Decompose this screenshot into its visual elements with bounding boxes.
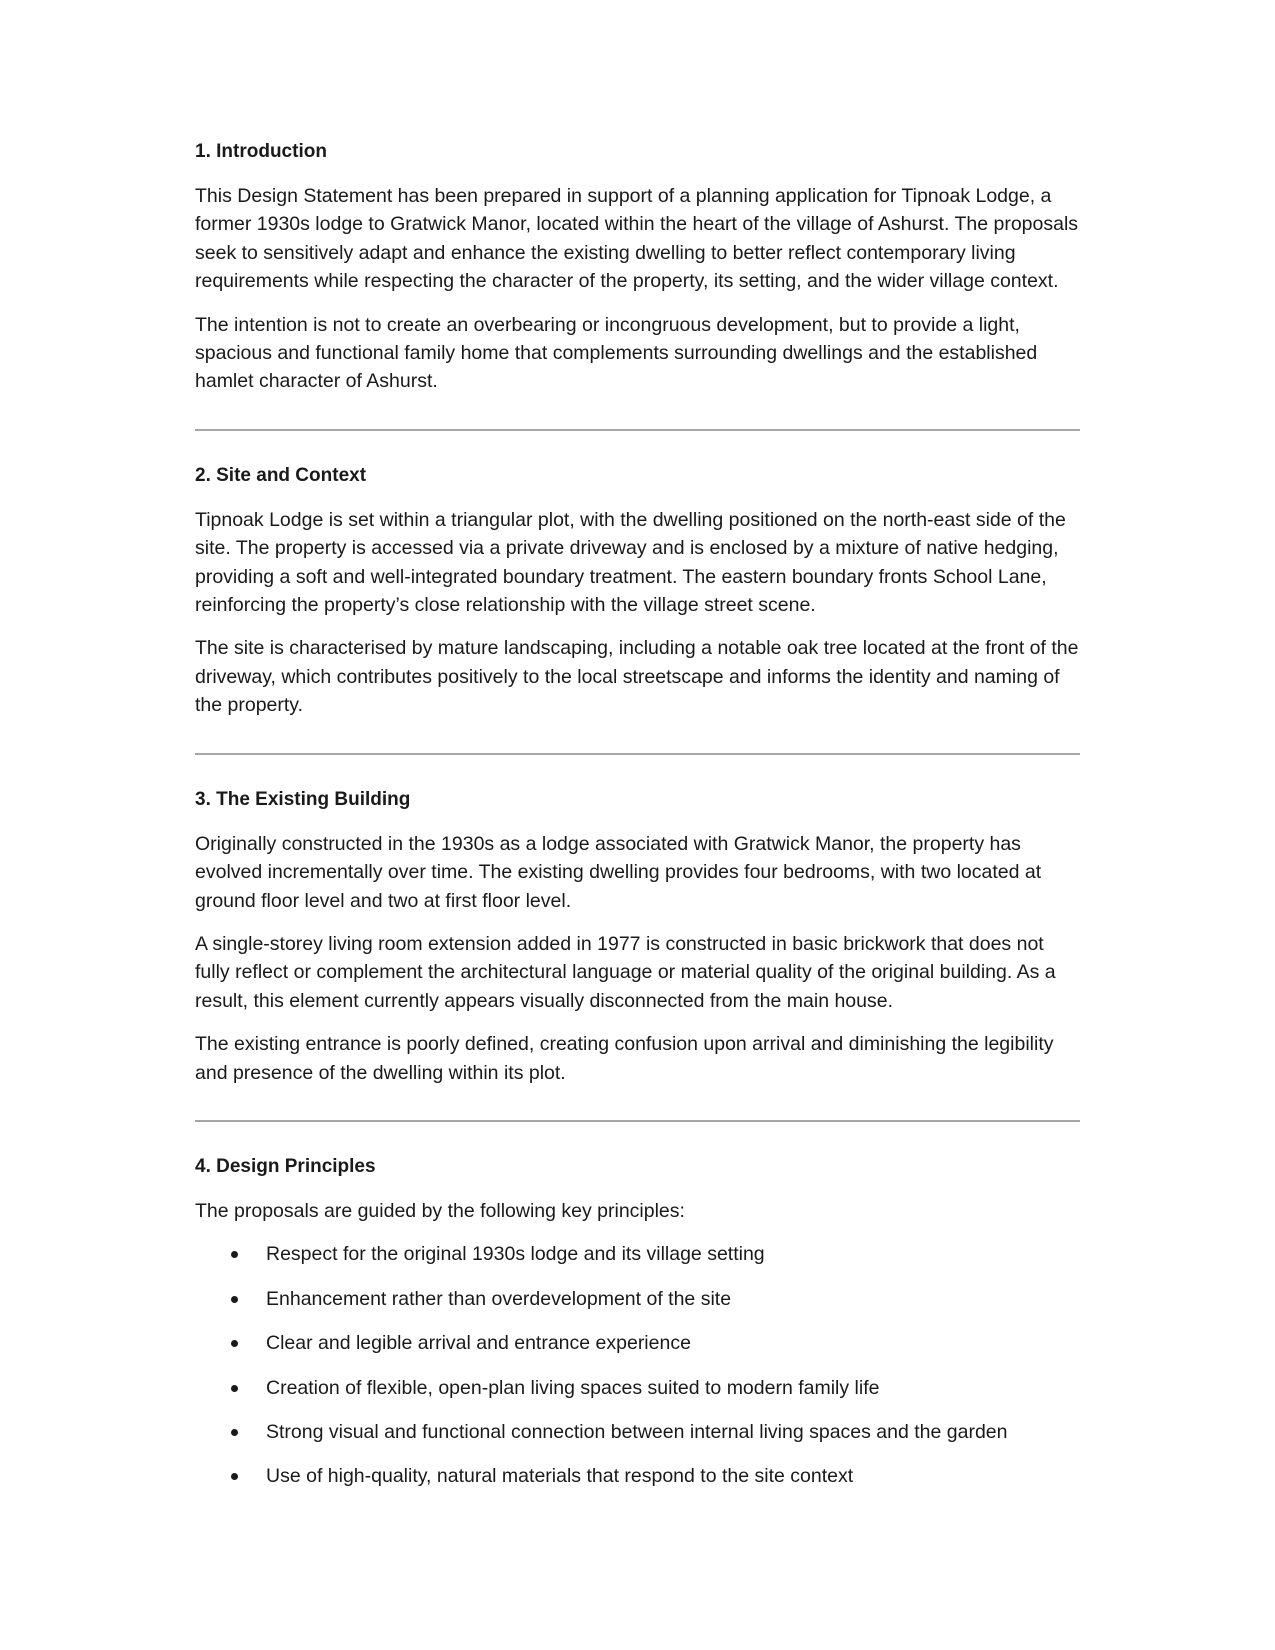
section-site-and-context [195, 462, 1080, 720]
list-item [195, 1462, 1080, 1490]
section-introduction [195, 138, 1080, 396]
paragraph: The existing entrance is poorly defined, creating confusion upon arrival and diminishing the legibility and presence of the dwelling within its plot. [195, 1033, 1054, 1084]
paragraph: This Design Statement has been prepared in support of a planning application for Tipnoak Lodge, a former 1930s lodge to Gratwick Manor, located within the heart of the village of Ashurst. The proposals seek to sensitively adapt and enhance the existing dwelling to better reflect contemporary living requirements while respecting the character of the property, its setting, and the wider village context. [195, 185, 1079, 293]
list-item-text: Creation of flexible, open-plan living spaces suited to modern family life [266, 1376, 880, 1399]
bullet-icon [231, 1385, 238, 1392]
section-divider [195, 1120, 1080, 1122]
list-item-text: Use of high-quality, natural materials that respond to the site context [266, 1465, 854, 1488]
section-divider [195, 429, 1080, 431]
list-item [195, 1418, 1080, 1446]
paragraph: Tipnoak Lodge is set within a triangular plot, with the dwelling positioned on the north-east side of the site. The property is accessed via a private driveway and is enclosed by a mixture of native hedging, providing a soft and well-integrated boundary treatment. The eastern boundary fronts School Lane, reinforcing the property’s close relationship with the village street scene. [195, 508, 1066, 617]
section-design-principles [195, 1153, 1080, 1491]
section-heading: 3. The Existing Building [195, 788, 411, 810]
section-heading: 1. Introduction [195, 141, 327, 162]
list-item-text: Respect for the original 1930s lodge and its village setting [266, 1243, 765, 1266]
list-item-text: Clear and legible arrival and entrance experience [266, 1332, 691, 1355]
bullet-icon [231, 1251, 238, 1258]
list-item-text: Strong visual and functional connection between internal living spaces and the garden [266, 1420, 1008, 1443]
list-item [195, 1329, 1080, 1357]
bullet-icon [231, 1340, 238, 1347]
principles-list [195, 1240, 1080, 1490]
section-existing-building [195, 786, 1080, 1087]
document-page [195, 138, 1080, 1507]
list-item [195, 1240, 1080, 1268]
paragraph: The intention is not to create an overbearing or incongruous development, but to provide a light, spacious and functional family home that complements surrounding dwellings and the established hamlet character of Ashurst. [195, 313, 1038, 393]
paragraph: The site is characterised by mature landscaping, including a notable oak tree located at the front of the driveway, which contributes positively to the local streetscape and informs the identity and naming of the property. [195, 637, 1079, 717]
paragraph: A single-storey living room extension added in 1977 is constructed in basic brickwork that does not fully reflect or complement the architectural language or material quality of the original building. As a result, this element currently appears visually disconnected from the main house. [195, 932, 1056, 1012]
paragraph: The proposals are guided by the following key principles: [195, 1199, 685, 1222]
section-divider [195, 753, 1080, 755]
section-heading: 2. Site and Context [195, 464, 367, 486]
list-item [195, 1374, 1080, 1402]
paragraph: Originally constructed in the 1930s as a lodge associated with Gratwick Manor, the property has evolved incrementally over time. The existing dwelling provides four bedrooms, with two located at ground floor level and two at first floor level. [195, 832, 1042, 912]
list-item-text: Enhancement rather than overdevelopment of the site [266, 1287, 732, 1310]
section-heading: 4. Design Principles [195, 1155, 376, 1177]
list-item [195, 1285, 1080, 1313]
bullet-icon [231, 1473, 238, 1480]
bullet-icon [231, 1429, 238, 1436]
bullet-icon [231, 1296, 238, 1303]
